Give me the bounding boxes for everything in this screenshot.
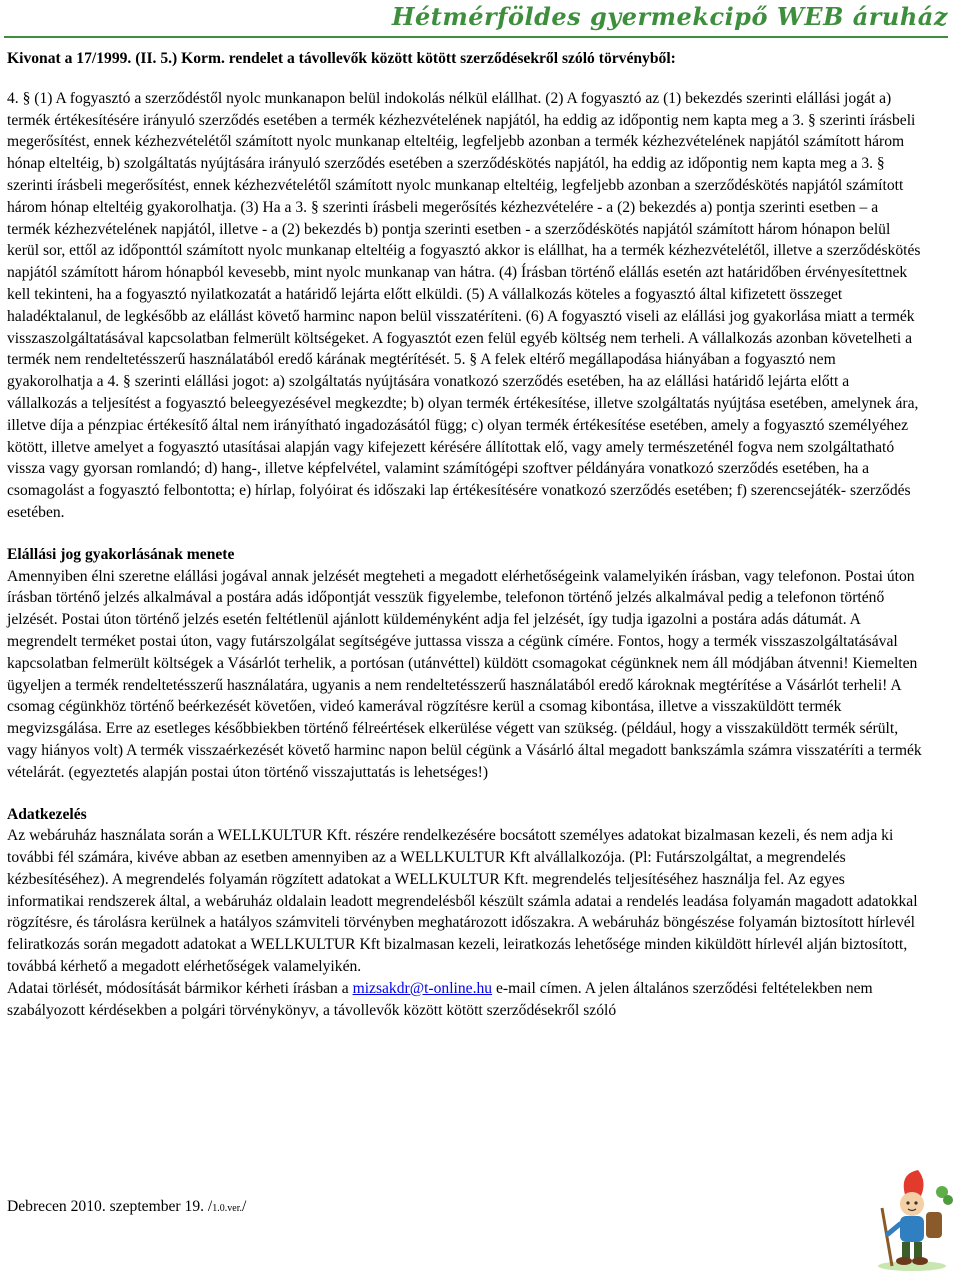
deletion-text-before: Adatai törlését, módosítását bármikor kérheti írásban a <box>7 979 353 997</box>
hiker-mascot-icon <box>868 1168 956 1272</box>
footer <box>7 1196 246 1219</box>
data-handling-heading: Adatkezelés <box>7 805 87 823</box>
data-handling-text: Az webáruház használata során a WELLKULTUR Kft. részére rendelkezésére bocsátott személyes adatokat bizalmasan kezeli, és nem adja ki további fél számára, kivéve abban az esetben amennyiben az a WELLKULTUR Kft alvállalkozója. (Pl: Futárszolgáltat, a megrendelés kézbesítéséhez). A megrendelés folyamán rögzített adatokat a WELLKULTUR Kft. megrendelés teljesítéséhez használja fel. Az egyes informatikai rendszerek által, a webáruház oldalain leadott megrendelésből készült számla adatai a rendelés leadása folyamán magadott adatokkal rögzítésre, és tárolásra kerülnek a hatályos számviteli törvényben meghatározott időszakra. A webáruház böngészése folyamán biztosított hírlevél feliratkozás során megadott adatokat a WELLKULTUR Kft bizalmasan kezeli, leiratkozás lehetősége minden kiküldött hírlevél alján biztosított, továbbá kérhető a megadott elérhetőségek valamelyikén. <box>7 827 918 976</box>
deletion-text-after: e-mail címen. A jelen általános szerződési feltételekben nem szabályozott kérdésekben a polgári törvénykönyv, a távollevők között kötött szerződésekről szóló <box>7 979 873 1019</box>
withdrawal-text: Amennyiben élni szeretne elállási jogával annak jelzését megteheti a megadott elérhetőségeink valamelyikén írásban, vagy telefonon. Postai úton írásban történő jelzés alkalmával a postára adás időpontját vesszük figyelembe, telefonon történő jelzés alkalmával pedig a telefonon történő jelzését. Postai úton történő jelzés esetén feltétlenül ajánlott küldeményként adja fel jelzését, így tudja igazolni a postára adás dátumát. A megrendelt terméket postai úton, vagy futárszolgálat segítségéve juttassa vissza a cégünk címére. Fontos, hogy a termék visszaszolgáltatásával kapcsolatban felmerült költségek a Vásárlót terhelik, a portósan (utánvéttel) küldött csomagokat cégünknek nem áll módjában átvenni! Kiemelten ügyeljen a termék rendeltetésszerű használatára, ugyanis a nem rendeltetésszerű használatából eredő károknak megtérítése a Vásárlót terheli! A csomag cégünkhöz történő beérkezését követően, videó kamerával rögzítésre kerül a csomag kibontása, illetve a visszaküldött termék megvizsgálása. Erre az esetleges későbbiekben történő félreértések elkerülése végett van szükség. (például, hogy a visszaküldött termék sérült, vagy hiányos volt) A termék visszaérkezését követő harminc napon belül cégünk a Vásárló által megadott bankszámla számra visszatéríti a termék vételárát. (egyeztetés alapján postai úton történő visszajuttatás is lehetséges!) <box>7 567 922 781</box>
document-title: Kivonat a 17/1999. (II. 5.) Korm. rendelet a távollevők között kötött szerződésekről szóló törvényből: <box>7 50 676 67</box>
email-link[interactable]: mizsakdr@t-online.hu <box>352 979 493 997</box>
footer-date: Debrecen 2010. szeptember 19. / <box>7 1198 213 1215</box>
footer-suffix: / <box>241 1198 247 1215</box>
header-rule <box>4 36 948 38</box>
brand-title: Hétmérföldes gyermekcipő WEB áruház <box>391 2 948 31</box>
law-paragraph: 4. § (1) A fogyasztó a szerződéstől nyolc munkanapon belül indokolás nélkül elállhat. (2) A fogyasztó az (1) bekezdés szerinti elállási jogát a) termék értékesítésére irányuló szerződés esetében a termék kézhezvételének napjától, ha eddig az időpontig nem kapta meg a 3. § szerinti írásbeli megerősítést, ennek kézhezvételétől számított nyolc munkanap elteltéig, legfeljebb azonban a termék kézhezvételének napjától számított három hónap elteltéig, b) szolgáltatás nyújtására irányuló szerződés esetében a szerződéskötés napjától, ha eddig az időpontig nem kapta meg a 3. § szerinti írásbeli megerősítést, ennek kézhezvételétől számított nyolc munkanap elteltéig, legfeljebb azonban a szerződéskötés napjától számított három hónap elteltéig gyakorolhatja. (3) Ha a 3. § szerinti írásbeli megerősítés kézhezvételére - a (2) bekezdés a) pontja szerinti esetben – a termék kézhezvételének napjától, illetve - a (2) bekezdés b) pontja szerinti esetben - a szerződéskötés napjától számított három hónapon belül kerül sor, ettől az időponttól számított nyolc munkanap elteltéig a fogyasztó akkor is elállhat, ha a termék kézhezvételétől, illetve a szerződéskötés napjától számított három hónapból kevesebb, mint nyolc munkanap van hátra. (4) Írásban történő elállás esetén azt határidőben érvényesítettnek kell tekinteni, ha a fogyasztó nyilatkozatát a határidő lejárta előtt elküldi. (5) A vállalkozás köteles a fogyasztó által kifizetett összeget haladéktalanul, de legkésőbb az elállást követő harminc napon belül visszatéríteni. (6) A fogyasztó viseli az elállási jog gyakorlása miatt a termék visszaszolgáltatásával kapcsolatban felmerült költségeket. A fogyasztót ezen felül egyéb költség nem terheli. A vállalkozás azonban követelheti a termék nem rendeltetésszerű használatából eredő kárának megtérítését. 5. § A felek eltérő megállapodása hiányában a fogyasztó nem gyakorolhatja a 4. § szerinti elállási jogot: a) szolgáltatás nyújtására vonatkozó szerződés esetében, ha az elállási határidő lejárta előtt a vállalkozás a teljesítést a fogyasztó beleegyezésével megkezdte; b) olyan termék értékesítése, illetve szolgáltatás nyújtása esetében, amelynek ára, illetve díja a pénzpiac értékesítő által nem irányítható ingadozásától függ; c) olyan termék értékesítése esetében, amely a fogyasztó személyéhez kötött, illetve amelyet a fogyasztó utasításai alapján vagy kifejezett kérésére állítottak elő, vagy amely természeténél fogva nem szolgáltatható vissza vagy gyorsan romlandó; d) hang-, illetve képfelvétel, valamint számítógépi szoftver példányára vonatkozó szerződés esetében, ha a csomagolást a fogyasztó felbontotta; e) hírlap, folyóirat és időszaki lap értékesítésére vonatkozó szerződés esetében; f) szerencsejáték- szerződés esetében. <box>7 89 921 521</box>
data-deletion-text <box>7 978 923 1022</box>
footer-version: 1.0.ver. <box>212 1203 242 1214</box>
withdrawal-heading: Elállási jog gyakorlásának menete <box>7 545 235 563</box>
document-body <box>7 48 923 1021</box>
